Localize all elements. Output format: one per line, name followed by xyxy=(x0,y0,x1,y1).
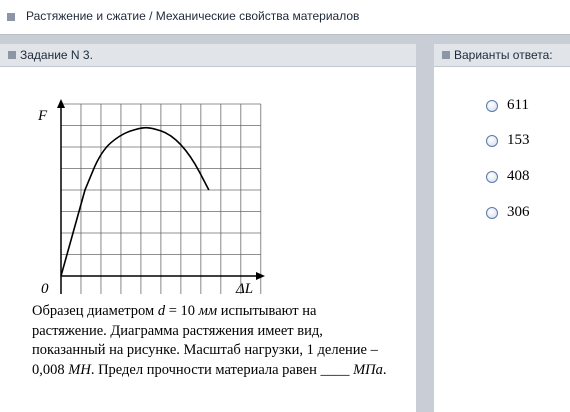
diagram-grid xyxy=(61,104,261,296)
force-elongation-diagram xyxy=(28,96,268,296)
radio-button[interactable] xyxy=(486,135,498,147)
unit-mm: мм xyxy=(198,303,218,319)
header-square-icon xyxy=(7,13,15,21)
y-axis-arrow xyxy=(57,99,65,108)
answers-heading: Варианты ответа: xyxy=(454,48,553,62)
answer-value: 153 xyxy=(507,132,530,148)
x-axis-label: ΔL xyxy=(236,281,254,296)
answers-panel xyxy=(434,44,570,412)
header-bar xyxy=(0,0,570,35)
variable-d: d xyxy=(157,303,166,319)
task-panel xyxy=(0,44,416,412)
task-panel-header xyxy=(0,44,416,67)
separator-band xyxy=(0,35,570,44)
origin-label: 0 xyxy=(41,281,49,296)
y-axis-label: F xyxy=(38,108,48,124)
answers-square-icon xyxy=(442,51,450,59)
answers-panel-header xyxy=(434,44,570,67)
radio-button[interactable] xyxy=(486,100,498,112)
answer-value: 408 xyxy=(507,168,530,184)
breadcrumb: Растяжение и сжатие / Механические свойства материалов xyxy=(26,9,360,23)
task-square-icon xyxy=(8,51,16,59)
unit-mpa: МПа xyxy=(353,361,383,378)
unit-mn: МН xyxy=(68,361,91,378)
answer-value: 306 xyxy=(507,204,530,220)
problem-text: Образец диаметром d = 10 мм испытывают на растяжение. Диаграмма растяжения имеет вид, показанный на рисунке. Масштаб нагрузки, 1 деление – 0,008 МН. Предел прочности материала равен ____ МПа. xyxy=(32,303,387,378)
radio-button[interactable] xyxy=(486,207,498,219)
task-heading: Задание N 3. xyxy=(20,48,93,62)
answer-value: 611 xyxy=(507,97,529,113)
radio-button[interactable] xyxy=(486,171,498,183)
stress-strain-curve xyxy=(61,128,209,276)
